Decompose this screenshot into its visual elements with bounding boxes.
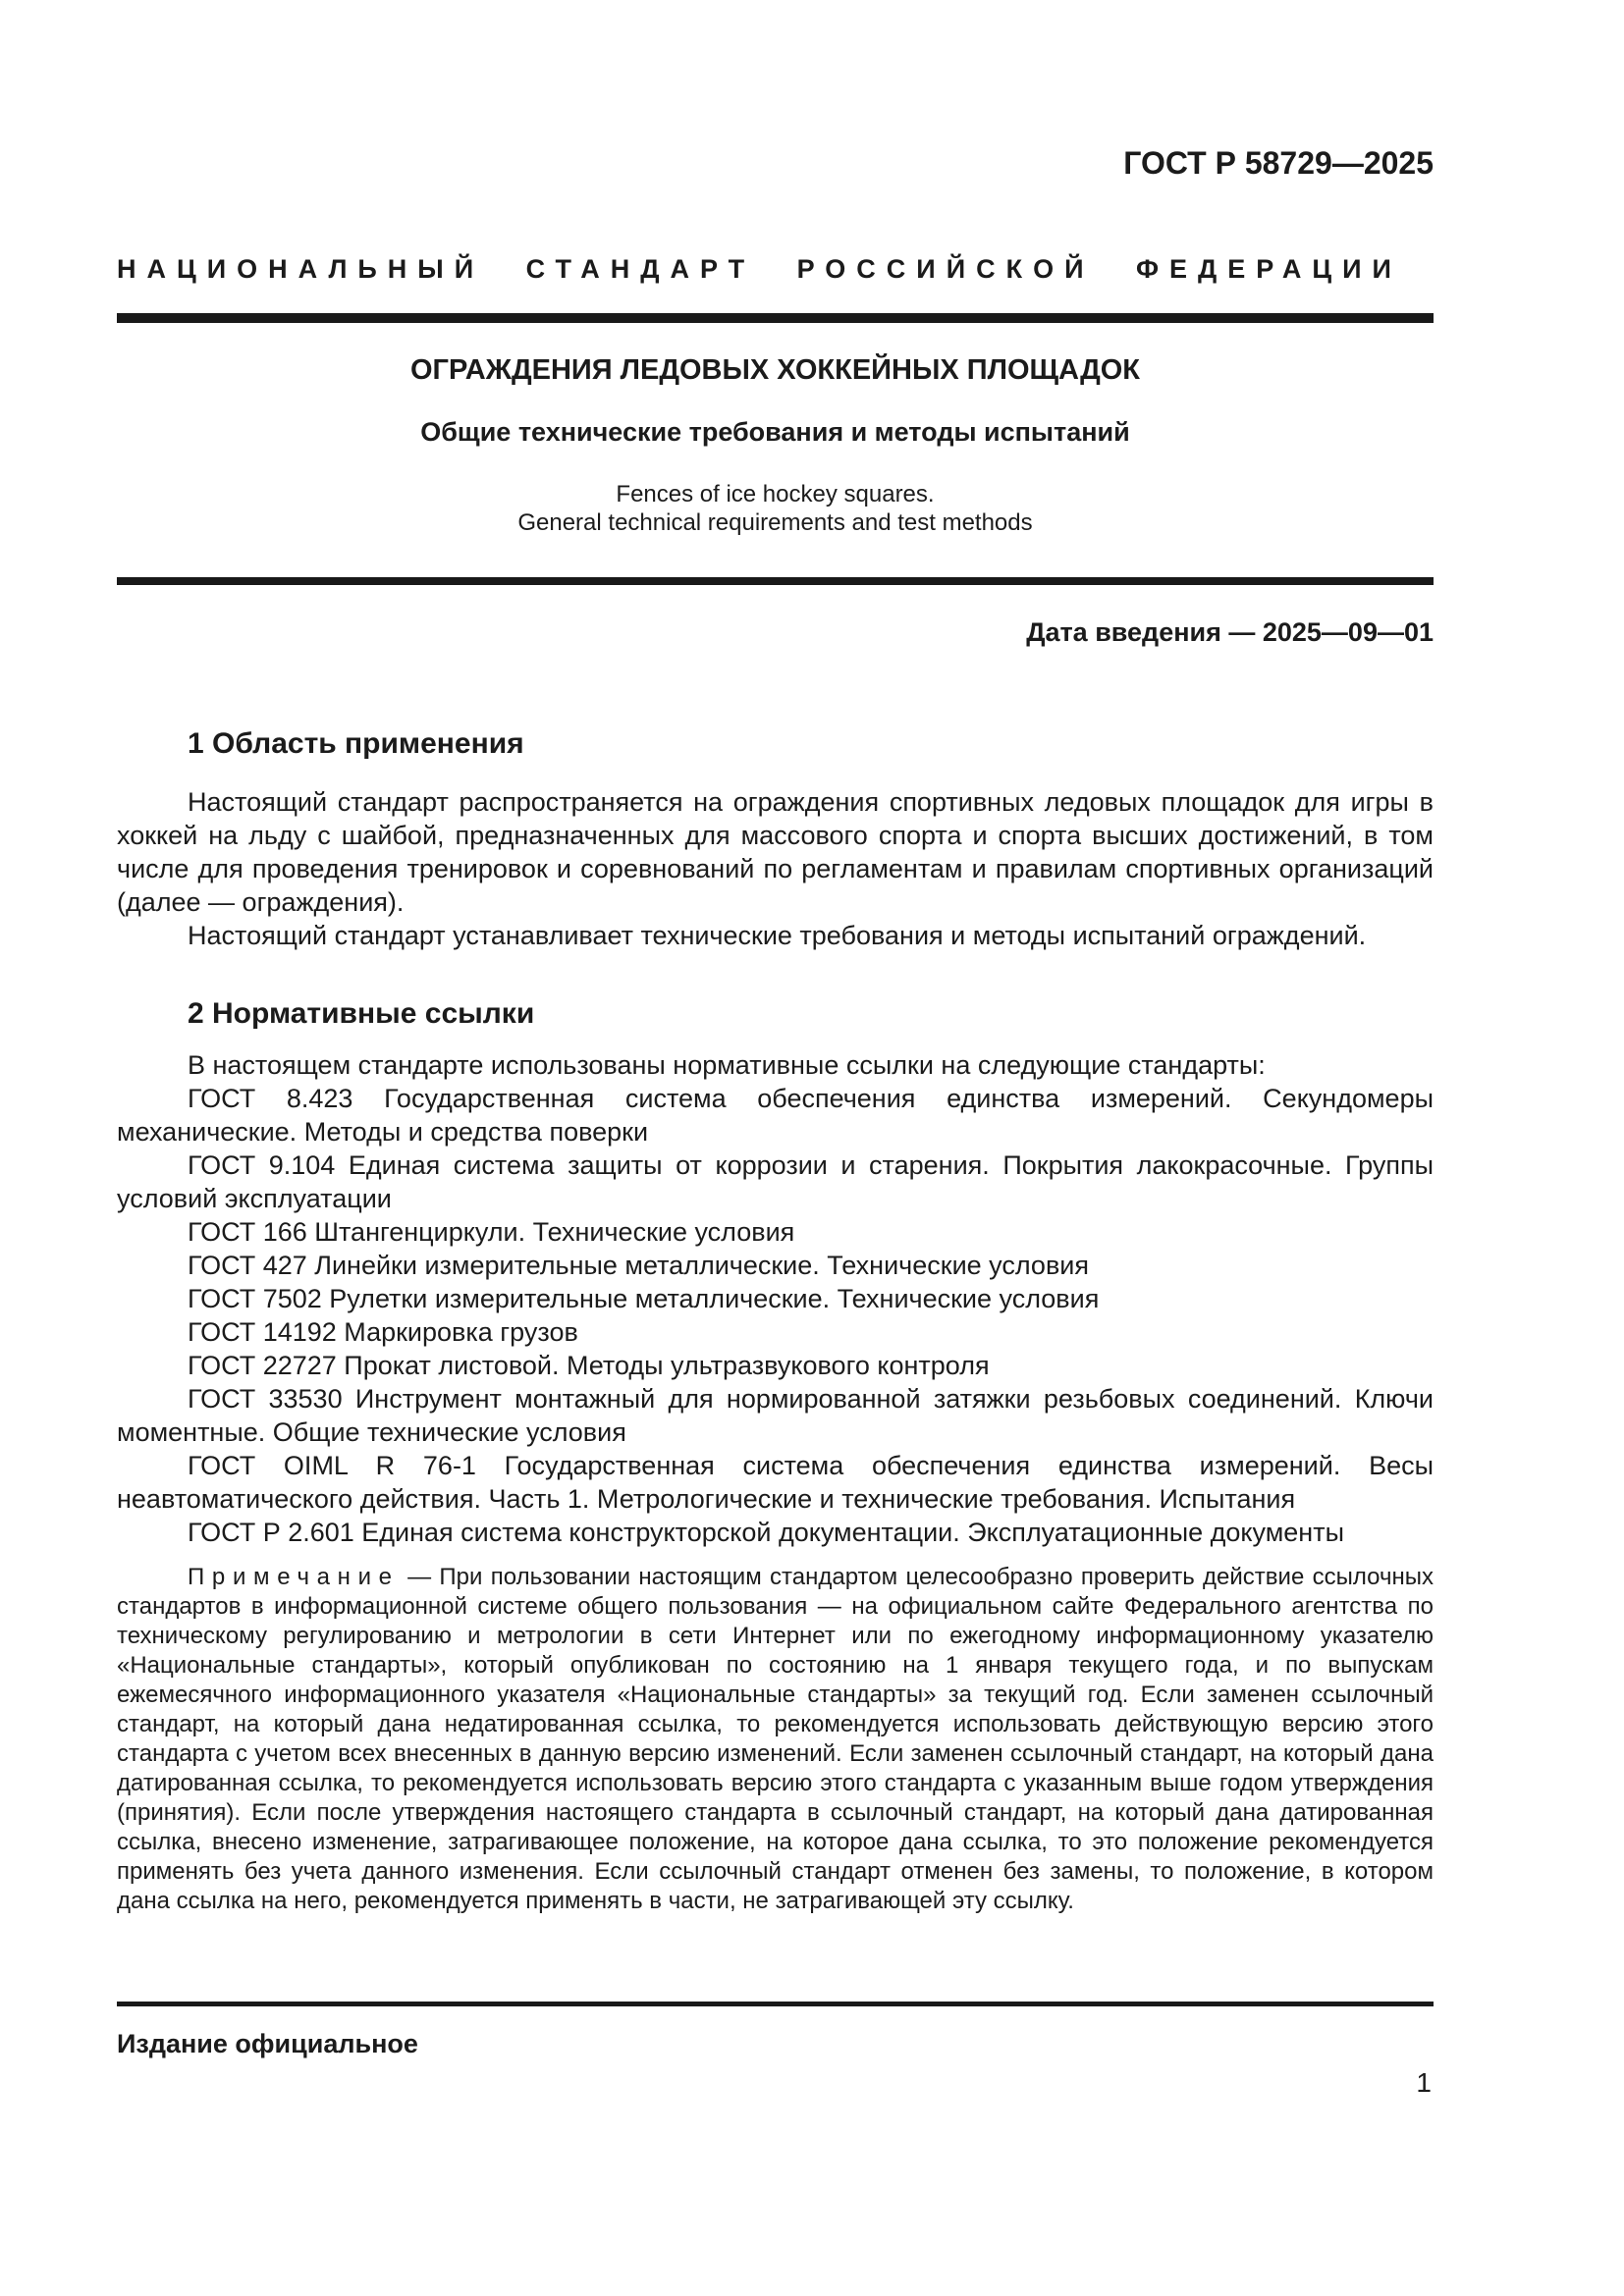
document-title-ru: ОГРАЖДЕНИЯ ЛЕДОВЫХ ХОККЕЙНЫХ ПЛОЩАДОК	[410, 354, 1140, 387]
section-heading-scope: 1 Область применения	[188, 727, 524, 761]
references-note	[117, 1563, 1434, 1916]
references-intro: В настоящем стандарте использованы нормативные ссылки на следующие стандарты:	[188, 1050, 1266, 1081]
scope-paragraphs	[117, 785, 1434, 952]
title-en-line2: General technical requirements and test methods	[517, 509, 1033, 537]
divider-bar-middle	[117, 577, 1434, 585]
reference-item: ГОСТ 7502 Рулетки измерительные металлические. Технические условия	[188, 1284, 1100, 1314]
references-list	[117, 1048, 1434, 1549]
page-number: 1	[1416, 2067, 1432, 2098]
reference-item: ГОСТ 8.423 Государственная система обеспечения единства измерений. Секундомеры механические. Методы и средства поверки	[117, 1084, 1434, 1148]
reference-item: ГОСТ 33530 Инструмент монтажный для нормированной затяжки резьбовых соединений. Ключи моментные. Общие технические условия	[117, 1384, 1434, 1448]
official-edition-note: Издание официальное	[117, 2029, 418, 2058]
doc-code: ГОСТ Р 58729—2025	[1123, 145, 1434, 181]
note-text: — При пользовании настоящим стандартом целесообразно проверить действие ссылочных стандартов в информационной системе общего пользования — на официальном сайте Федерального агентства по техническому регулированию и метрологии в сети Интернет или по ежегодному информационному указателю «Национальные стандарты», который опубликован по состоянию на 1 января текущего года, и по выпускам ежемесячного информационного указателя «Национальные стандарты» за текущий год. Если заменен ссылочный стандарт, на который дана недатированная ссылка, то рекомендуется использовать действующую версию этого стандарта с учетом всех внесенных в данную версию изменений. Если заменен ссылочный стандарт, на который дана датированная ссылка, то рекомендуется использовать версию этого стандарта с указанным выше годом утверждения (принятия). Если после утверждения настоящего стандарта в ссылочный стандарт, на который дана датированная ссылка, внесено изменение, затрагивающее положение, на которое дана ссылка, то это положение рекомендуется применять без учета данного изменения. Если ссылочный стандарт отменен без замены, то положение, в котором дана ссылка на него, рекомендуется применять в части, не затрагивающей эту ссылку.	[117, 1564, 1434, 1915]
section-heading-references: 2 Нормативные ссылки	[188, 997, 535, 1031]
document-title-en	[117, 480, 1434, 537]
note-label: Примечание	[188, 1564, 400, 1591]
reference-item: ГОСТ 166 Штангенциркули. Технические условия	[188, 1217, 795, 1248]
divider-bar-top	[117, 313, 1434, 323]
reference-item: ГОСТ Р 2.601 Единая система конструкторской документации. Эксплуатационные документы	[188, 1518, 1344, 1548]
reference-item: ГОСТ OIML R 76-1 Государственная система обеспечения единства измерений. Весы неавтоматического действия. Часть 1. Метрологические и технические требования. Испытания	[117, 1451, 1434, 1515]
reference-item: ГОСТ 14192 Маркировка грузов	[188, 1317, 578, 1348]
reference-item: ГОСТ 427 Линейки измерительные металлические. Технические условия	[188, 1251, 1089, 1281]
document-subtitle-ru: Общие технические требования и методы испытаний	[420, 417, 1130, 448]
effective-date: Дата введения — 2025—09—01	[1026, 617, 1434, 648]
scope-paragraph: Настоящий стандарт распространяется на ограждения спортивных ледовых площадок для игры в хоккей на льду с шайбой, предназначенных для массового спорта и спорта высших достижений, в том числе для проведения тренировок и соревнований по регламентам и правилам спортивных организаций (далее — ограждения).	[117, 787, 1434, 918]
reference-item: ГОСТ 22727 Прокат листовой. Методы ультразвукового контроля	[188, 1351, 990, 1381]
scope-paragraph: Настоящий стандарт устанавливает технические требования и методы испытаний ограждений.	[188, 921, 1367, 951]
title-en-line1: Fences of ice hockey squares.	[616, 481, 935, 508]
national-standard-banner: НАЦИОНАЛЬНЫЙ СТАНДАРТ РОССИЙСКОЙ ФЕДЕРАЦИИ	[117, 254, 1402, 284]
reference-item: ГОСТ 9.104 Единая система защиты от коррозии и старения. Покрытия лакокрасочные. Группы условий эксплуатации	[117, 1150, 1434, 1214]
footer-rule	[117, 2002, 1434, 2006]
